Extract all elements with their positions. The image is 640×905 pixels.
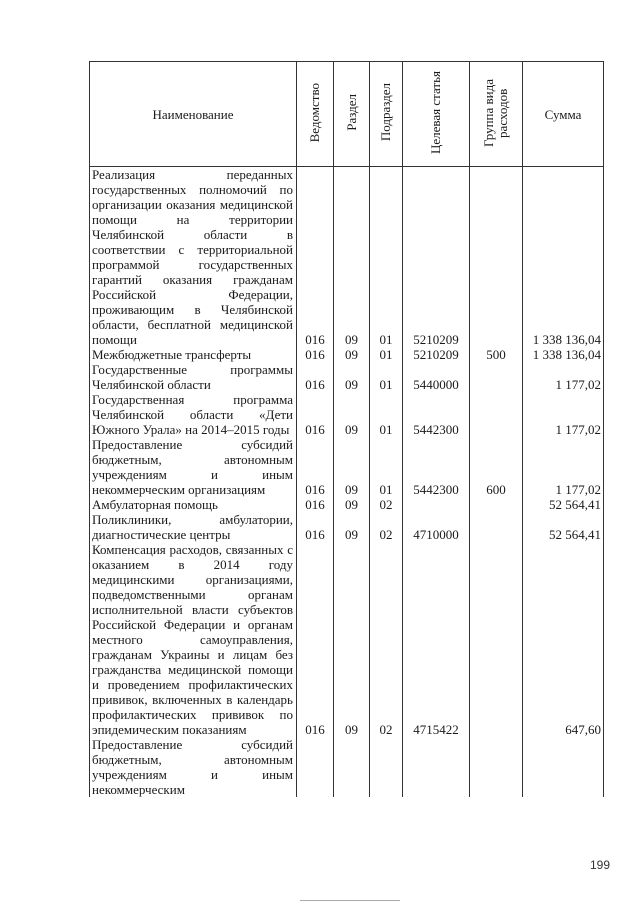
cell-name: Компенсация расходов, связанных с оказанием в 2014 году медицинскими организациями, подведомственными органам исполнительной власти субъектов Российской Федерации и органам местного самоуправления, гражданам Украины и лицам без гражданства медицинской помощи и проведением профилактических прививок, включенных в календарь профилактических прививок по эпидемическим показаниям bbox=[90, 542, 297, 737]
cell-subsection: 01 bbox=[370, 392, 403, 437]
cell-target: 5442300 bbox=[403, 392, 470, 437]
cell-group bbox=[470, 737, 523, 797]
table-row bbox=[90, 362, 604, 392]
cell-target: 4710000 bbox=[403, 512, 470, 542]
cell-group bbox=[470, 392, 523, 437]
cell-name: Государственная программа Челябинской области «Дети Южного Урала» на 2014–2015 годы bbox=[90, 392, 297, 437]
cell-name: Амбулаторная помощь bbox=[90, 497, 297, 512]
table-row bbox=[90, 497, 604, 512]
header-group: Группа вида расходов bbox=[470, 62, 523, 167]
cell-target: 4715422 bbox=[403, 542, 470, 737]
table-body bbox=[90, 167, 604, 798]
cell-sum: 1 177,02 bbox=[523, 362, 604, 392]
cell-group bbox=[470, 167, 523, 348]
cell-target bbox=[403, 497, 470, 512]
cell-dept: 016 bbox=[297, 392, 334, 437]
header-target: Целевая статья bbox=[403, 62, 470, 167]
cell-sum: 1 338 136,04 bbox=[523, 347, 604, 362]
cell-subsection bbox=[370, 737, 403, 797]
cell-sum: 1 177,02 bbox=[523, 392, 604, 437]
cell-target: 5210209 bbox=[403, 347, 470, 362]
budget-table bbox=[89, 61, 604, 797]
cell-name: Предоставление субсидий бюджетным, автономным учреждениям и иным некоммерческим bbox=[90, 737, 297, 797]
cell-group: 600 bbox=[470, 437, 523, 497]
cell-subsection: 02 bbox=[370, 512, 403, 542]
cell-section: 09 bbox=[334, 362, 370, 392]
header-sum: Сумма bbox=[523, 62, 604, 167]
cell-group: 500 bbox=[470, 347, 523, 362]
cell-sum: 1 177,02 bbox=[523, 437, 604, 497]
cell-section: 09 bbox=[334, 497, 370, 512]
cell-name: Поликлиники, амбулатории, диагностические центры bbox=[90, 512, 297, 542]
header-name: Наименование bbox=[90, 62, 297, 167]
table-row bbox=[90, 437, 604, 497]
cell-target: 5442300 bbox=[403, 437, 470, 497]
cell-name: Государственные программы Челябинской области bbox=[90, 362, 297, 392]
cell-section: 09 bbox=[334, 347, 370, 362]
cell-group bbox=[470, 512, 523, 542]
cell-subsection: 02 bbox=[370, 497, 403, 512]
cell-subsection: 01 bbox=[370, 437, 403, 497]
cell-section: 09 bbox=[334, 542, 370, 737]
cell-section bbox=[334, 737, 370, 797]
cell-subsection: 01 bbox=[370, 167, 403, 348]
header-dept: Ведомство bbox=[297, 62, 334, 167]
cell-section: 09 bbox=[334, 437, 370, 497]
table-row bbox=[90, 512, 604, 542]
cell-group bbox=[470, 542, 523, 737]
cell-dept: 016 bbox=[297, 167, 334, 348]
table-row bbox=[90, 737, 604, 797]
cell-sum: 647,60 bbox=[523, 542, 604, 737]
cell-sum: 52 564,41 bbox=[523, 497, 604, 512]
cell-target bbox=[403, 737, 470, 797]
cell-dept: 016 bbox=[297, 362, 334, 392]
cell-name: Предоставление субсидий бюджетным, автономным учреждениям и иным некоммерческим организациям bbox=[90, 437, 297, 497]
cell-name: Реализация переданных государственных полномочий по организации оказания медицинской помощи на территории Челябинской области в соответствии с территориальной программой государственных гарантий оказания гражданам Российской Федерации, проживающим в Челябинской области, бесплатной медицинской помощи bbox=[90, 167, 297, 348]
cell-subsection: 01 bbox=[370, 362, 403, 392]
cell-subsection: 01 bbox=[370, 347, 403, 362]
cell-sum bbox=[523, 737, 604, 797]
cell-name: Межбюджетные трансферты bbox=[90, 347, 297, 362]
cell-dept: 016 bbox=[297, 512, 334, 542]
cell-target: 5210209 bbox=[403, 167, 470, 348]
cell-group bbox=[470, 497, 523, 512]
cell-sum: 52 564,41 bbox=[523, 512, 604, 542]
cell-section: 09 bbox=[334, 392, 370, 437]
page-number: 199 bbox=[590, 858, 611, 872]
header-section: Раздел bbox=[334, 62, 370, 167]
cell-dept: 016 bbox=[297, 347, 334, 362]
cell-section: 09 bbox=[334, 512, 370, 542]
cell-group bbox=[470, 362, 523, 392]
footer-line bbox=[300, 900, 400, 901]
cell-dept: 016 bbox=[297, 497, 334, 512]
table-row bbox=[90, 392, 604, 437]
header-subsection: Подраздел bbox=[370, 62, 403, 167]
cell-target: 5440000 bbox=[403, 362, 470, 392]
table-row bbox=[90, 347, 604, 362]
cell-dept bbox=[297, 737, 334, 797]
cell-subsection: 02 bbox=[370, 542, 403, 737]
cell-sum: 1 338 136,04 bbox=[523, 167, 604, 348]
cell-dept: 016 bbox=[297, 542, 334, 737]
cell-section: 09 bbox=[334, 167, 370, 348]
header-row bbox=[90, 62, 604, 167]
cell-dept: 016 bbox=[297, 437, 334, 497]
table-row bbox=[90, 542, 604, 737]
table-row bbox=[90, 167, 604, 348]
